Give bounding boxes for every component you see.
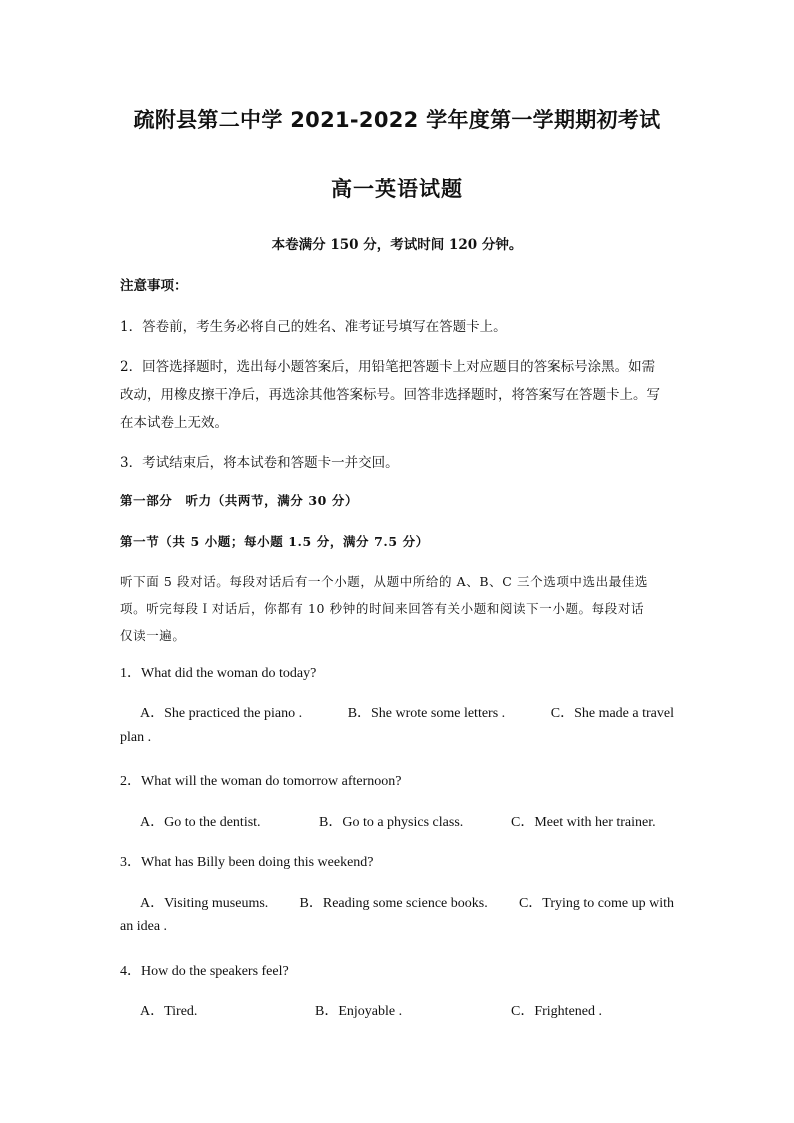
question-2-option-c: C．Meet with her trainer.	[511, 815, 656, 830]
question-4-options	[140, 1000, 674, 1020]
question-4: 4．How do the speakers feel?	[120, 964, 289, 979]
part1-heading: 第一部分 听力（共两节，满分 30 分）	[120, 493, 359, 508]
instructions-line-3: 仅读一遍。	[120, 628, 186, 643]
section1-heading: 第一节（共 5 小题；每小题 1.5 分，满分 7.5 分）	[120, 534, 429, 549]
question-1-option-b: B．She wrote some letters .	[347, 706, 506, 721]
question-2-option-a: A．Go to the dentist.	[140, 815, 261, 830]
question-3: 3．What has Billy been doing this weekend?	[120, 855, 374, 870]
question-3-option-c: C．Trying to come up with	[518, 896, 674, 911]
question-1-option-c: C．She made a travel	[550, 706, 674, 721]
question-1-option-c-continued: plan .	[120, 730, 152, 745]
question-2-options	[140, 811, 674, 831]
question-1: 1．What did the woman do today?	[120, 666, 317, 681]
exam-title: 疏附县第二中学 2021-2022 学年度第一学期期初考试	[133, 108, 661, 132]
instructions-line-1: 听下面 5 段对话。每段对话后有一个小题，从题中所给的 A、B、C 三个选项中选出最佳选	[120, 574, 649, 589]
question-3-option-c-continued: an idea .	[120, 919, 168, 934]
notice-item-2-line-2: 改动，用橡皮擦干净后，再选涂其他答案标号。回答非选择题时，将答案写在答题卡上。写	[120, 387, 660, 403]
question-3-option-b: B．Reading some science books.	[299, 896, 488, 911]
question-4-option-b: B．Enjoyable .	[315, 1004, 403, 1019]
question-2-option-b: B．Go to a physics class.	[319, 815, 464, 830]
notice-item-2-line-3: 在本试卷上无效。	[120, 415, 228, 431]
question-4-option-a: A．Tired.	[140, 1004, 198, 1019]
notice-item-2-line-1: 2．回答选择题时，选出每小题答案后，用铅笔把答题卡上对应题目的答案标号涂黑。如需	[120, 359, 656, 375]
notice-heading: 注意事项：	[120, 278, 188, 294]
notice-item-1: 1．答卷前，考生务必将自己的姓名、准考证号填写在答题卡上。	[120, 319, 507, 335]
exam-subtitle: 高一英语试题	[331, 177, 463, 201]
instructions-line-2: 项。听完每段Ｉ对话后，你都有 10 秒钟的时间来回答有关小题和阅读下一小题。每段对话	[120, 601, 645, 616]
question-1-option-a: A．She practiced the piano .	[140, 706, 303, 721]
question-2: 2．What will the woman do tomorrow afternoon?	[120, 774, 402, 789]
question-1-options	[140, 702, 674, 722]
question-4-option-c: C．Frightened .	[511, 1004, 602, 1019]
exam-info: 本卷满分 150 分，考试时间 120 分钟。	[271, 237, 523, 253]
question-3-options	[140, 892, 674, 912]
notice-item-3: 3．考试结束后，将本试卷和答题卡一并交回。	[120, 455, 399, 471]
question-3-option-a: A．Visiting museums.	[140, 896, 269, 911]
